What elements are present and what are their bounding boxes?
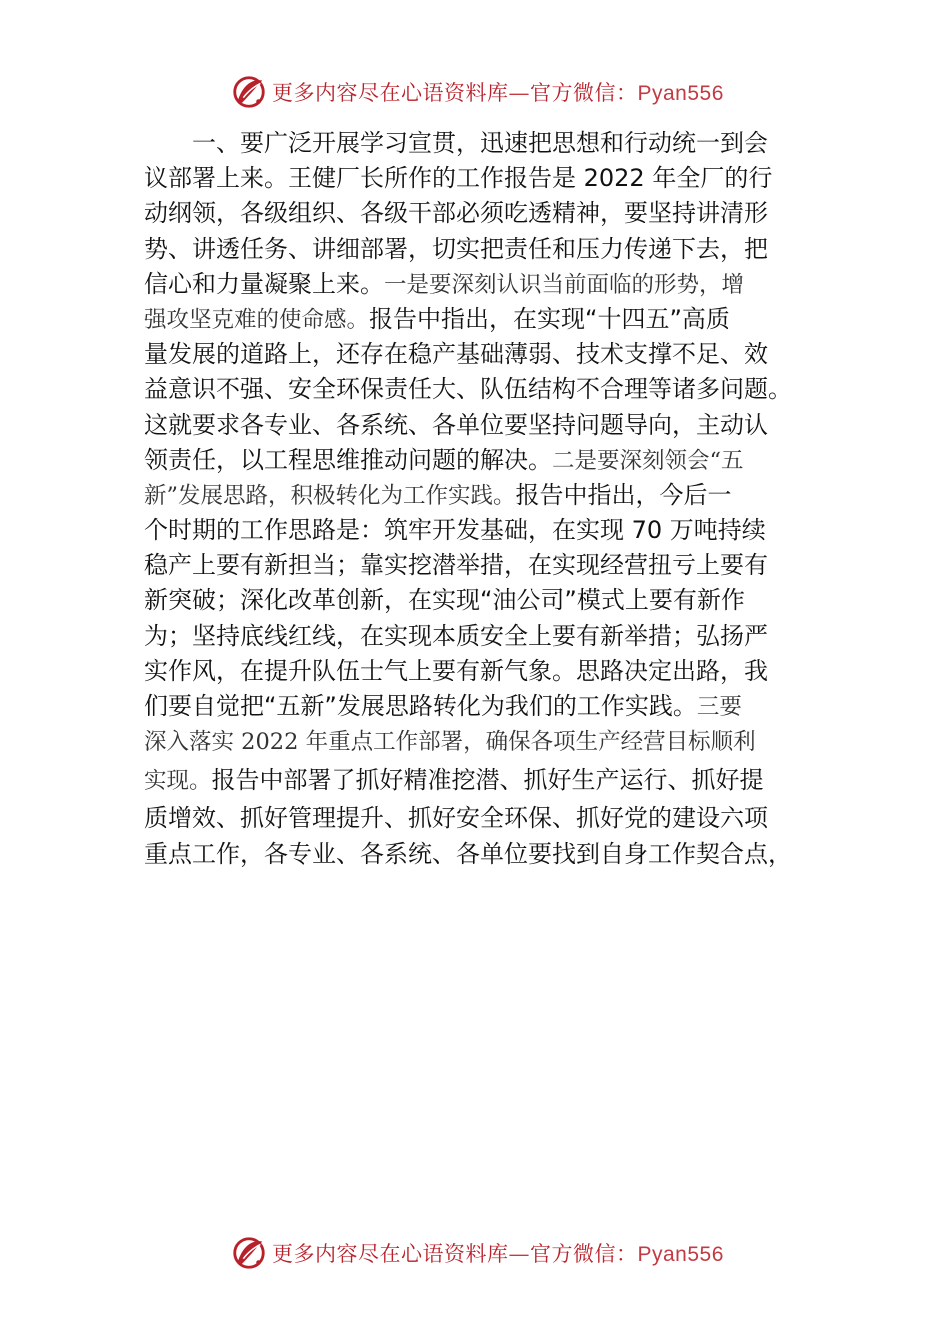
brand-logo-icon xyxy=(230,73,268,111)
watermark-text xyxy=(272,1238,724,1268)
body-line xyxy=(144,548,820,583)
emphasis-phrase: 实现。 xyxy=(144,768,212,795)
document-body xyxy=(144,126,820,872)
body-line xyxy=(144,267,820,302)
body-text: 一、要广泛开展学习宣贯，迅速把思想和行动统一到会 xyxy=(192,129,768,157)
body-line xyxy=(144,478,820,513)
body-text: 领责任，以工程思维推动问题的解决。 xyxy=(144,445,552,474)
emphasis-phrase: 新”发展思路，积极转化为工作实践。 xyxy=(144,482,516,509)
body-text: 势、讲透任务、讲细部署，切实把责任和压力传递下去，把 xyxy=(144,234,768,263)
body-text: 新突破；深化改革创新，在实现“油公司”模式上要有新作 xyxy=(144,586,745,615)
body-line xyxy=(144,759,820,801)
body-line xyxy=(144,619,820,654)
body-text: 动纲领，各级组织、各级干部必须吃透精神，要坚持讲清形 xyxy=(144,199,768,228)
body-line xyxy=(144,196,820,231)
watermark-separator: — xyxy=(508,81,530,105)
body-line xyxy=(144,689,820,724)
body-line xyxy=(144,443,820,478)
body-line xyxy=(144,408,820,443)
body-line xyxy=(144,837,820,872)
body-text: 们要自觉把“五新”发展思路转化为我们的工作实践。 xyxy=(144,692,697,720)
body-line xyxy=(144,161,820,196)
body-line xyxy=(144,232,820,267)
watermark-contact-id: Pyan556 xyxy=(637,82,724,105)
body-line xyxy=(144,372,820,407)
emphasis-phrase: 一是要深刻认识当前面临的形势，增 xyxy=(384,271,745,298)
body-line xyxy=(144,337,820,372)
body-text: 这就要求各专业、各系统、各单位要坚持问题导向，主动认 xyxy=(144,410,768,439)
body-text: 报告中指出，在实现“十四五”高质 xyxy=(369,304,730,333)
body-text: 稳产上要有新担当；靠实挖潜举措，在实现经营扭亏上要有 xyxy=(144,551,768,580)
body-line xyxy=(144,724,820,759)
watermark-contact-id: Pyan556 xyxy=(637,1243,724,1266)
watermark-brand: 更多内容尽在心语资料库 xyxy=(272,1242,509,1266)
body-text: 议部署上来。王健厂长所作的工作报告是 2022 年全厂的行 xyxy=(144,164,773,193)
header-watermark xyxy=(230,72,724,112)
body-text: 益意识不强、安全环保责任大、队伍结构不合理等诸多问题。 xyxy=(144,375,792,404)
body-line xyxy=(144,126,820,161)
body-text: 报告中部署了抓好精准挖潜、抓好生产运行、抓好提 xyxy=(211,766,764,795)
body-text: 信心和力量凝聚上来。 xyxy=(144,269,384,298)
body-text: 个时期的工作思路是：筑牢开发基础，在实现 70 万吨持续 xyxy=(144,516,766,545)
emphasis-phrase: 三要 xyxy=(696,694,742,720)
body-line xyxy=(144,801,820,836)
body-line xyxy=(144,513,820,548)
body-line xyxy=(144,654,820,689)
body-text: 报告中指出，今后一 xyxy=(515,480,732,509)
watermark-text xyxy=(272,77,724,107)
body-text: 质增效、抓好管理提升、抓好安全环保、抓好党的建设六项 xyxy=(144,804,768,833)
watermark-contact-label: 官方微信： xyxy=(530,1242,638,1266)
watermark-separator: — xyxy=(508,1242,530,1266)
brand-logo-icon xyxy=(230,1234,268,1272)
emphasis-phrase: 深入落实 2022 年重点工作部署，确保各项生产经营目标顺利 xyxy=(144,729,756,756)
watermark-brand: 更多内容尽在心语资料库 xyxy=(272,81,509,105)
body-line xyxy=(144,583,820,618)
body-text: 为；坚持底线红线，在实现本质安全上要有新举措；弘扬严 xyxy=(144,621,768,650)
body-text: 重点工作，各专业、各系统、各单位要找到自身工作契合点， xyxy=(144,839,792,868)
watermark-contact-label: 官方微信： xyxy=(530,81,638,105)
body-line xyxy=(144,302,820,337)
footer-watermark xyxy=(230,1233,724,1273)
emphasis-phrase: 二是要深刻领会“五 xyxy=(552,447,744,474)
body-text: 实作风，在提升队伍士气上要有新气象。思路决定出路，我 xyxy=(144,656,768,685)
emphasis-phrase: 强攻坚克难的使命感。 xyxy=(144,306,370,333)
body-text: 量发展的道路上，还存在稳产基础薄弱、技术支撑不足、效 xyxy=(144,340,768,369)
